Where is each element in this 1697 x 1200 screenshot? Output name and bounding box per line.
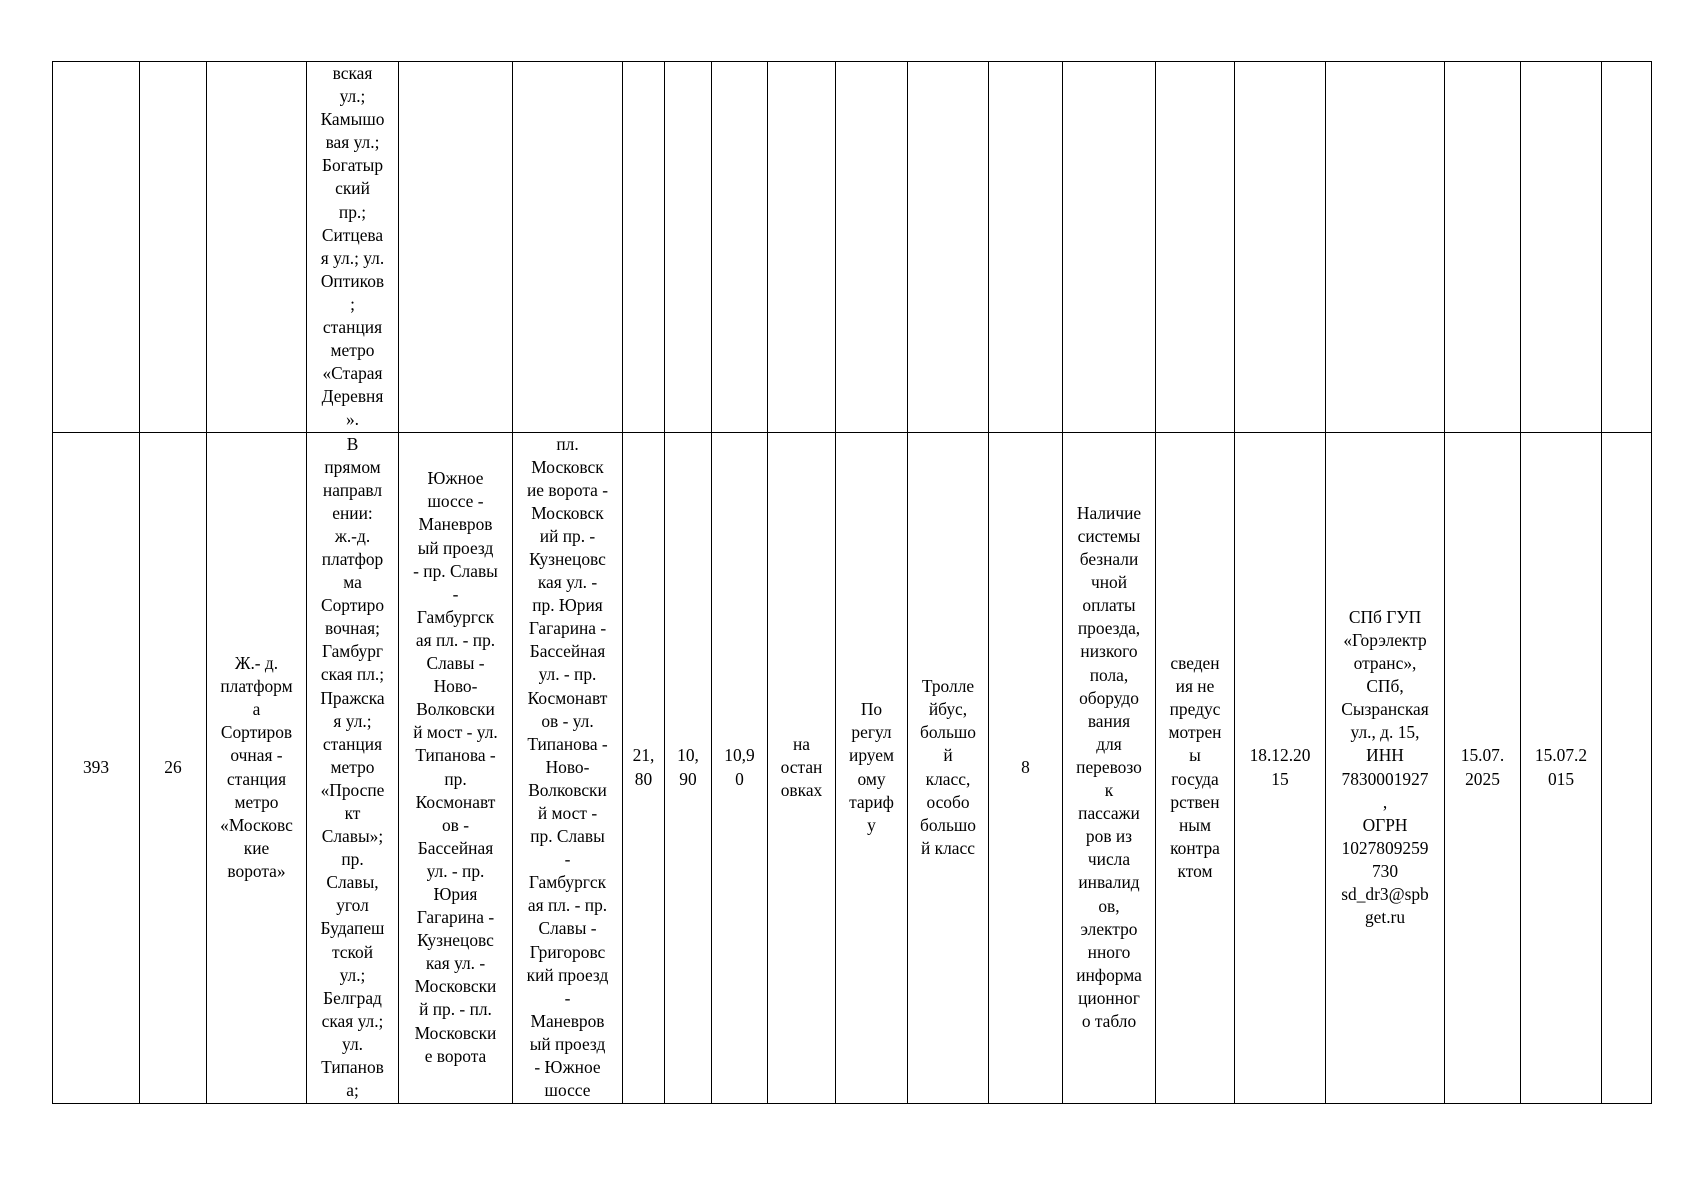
cell-date-b bbox=[1521, 62, 1602, 433]
cell-streets-backward bbox=[513, 62, 623, 433]
cell-streets-forward bbox=[399, 62, 513, 433]
cell-length-forward: 10, 90 bbox=[665, 432, 712, 1103]
cell-streets-forward: Южное шоссе - Маневров ый проезд - пр. Славы - Гамбургск ая пл. - пр. Славы - Ново- Волковски й мост - ул. Типанова - пр. Космонавт ов - Бассейная ул. - пр. Юрия Гагарина - Кузнецовс кая ул. - Московски й пр. - пл. Московски е ворота bbox=[399, 432, 513, 1103]
cell-reg-number: 393 bbox=[53, 432, 140, 1103]
cell-route-name: Ж.- д. платформ а Сортиров очная - станция метро «Московс кие ворота» bbox=[207, 432, 307, 1103]
cell-streets-backward: пл. Московск ие ворота - Московск ий пр. - Кузнецовс кая ул. - пр. Юрия Гагарина - Бассейная ул. - пр. Космонавт ов - ул. Типанова - Ново- Волковски й мост - пр. Славы - Гамбургск ая пл. - пр. Славы - Григоровс кий проезд - Маневров ый проезд - Южное шоссе bbox=[513, 432, 623, 1103]
cell-stops: В прямом направл ении: ж.-д. платфор ма Сортиро вочная; Гамбург ская пл.; Пражска я ул.; станция метро «Проспе кт Славы»; пр. Славы, угол Будапеш тской ул.; Белград ская ул.; ул. Типанов а; bbox=[307, 432, 399, 1103]
cell-vehicle-type: Тролле йбус, большо й класс, особо большо й класс bbox=[908, 432, 989, 1103]
table-row-continued bbox=[53, 62, 1652, 433]
cell-stops: вская ул.; Камышо вая ул.; Богатыр ский пр.; Ситцева я ул.; ул. Оптиков ; станция метро «Старая Деревня ». bbox=[307, 62, 399, 433]
cell-date-a bbox=[1445, 62, 1521, 433]
cell-vehicle-count: 8 bbox=[989, 432, 1063, 1103]
cell-reg-number bbox=[53, 62, 140, 433]
cell-vehicle-features bbox=[1063, 62, 1156, 433]
cell-start-date bbox=[1235, 62, 1326, 433]
routes-table bbox=[52, 61, 1652, 1104]
cell-route-number: 26 bbox=[140, 432, 207, 1103]
cell-length-total: 21, 80 bbox=[623, 432, 665, 1103]
cell-contract-info: сведен ия не предус мотрен ы госуда рствен ным контра ктом bbox=[1156, 432, 1235, 1103]
cell-carrier: СПб ГУП «Горэлектр отранс», СПб, Сызранская ул., д. 15, ИНН 7830001927 , ОГРН 1027809259 730 sd_dr3@spb get.ru bbox=[1326, 432, 1445, 1103]
cell-tariff-type bbox=[836, 62, 908, 433]
cell-length-forward bbox=[665, 62, 712, 433]
cell-length-total bbox=[623, 62, 665, 433]
cell-vehicle-type bbox=[908, 62, 989, 433]
table-row-393 bbox=[53, 432, 1652, 1103]
cell-notes bbox=[1602, 432, 1652, 1103]
cell-route-name bbox=[207, 62, 307, 433]
cell-vehicle-count bbox=[989, 62, 1063, 433]
cell-contract-info bbox=[1156, 62, 1235, 433]
cell-boarding-order bbox=[768, 62, 836, 433]
cell-date-b: 15.07.2 015 bbox=[1521, 432, 1602, 1103]
cell-tariff-type: По регул ируем ому тариф у bbox=[836, 432, 908, 1103]
cell-date-a: 15.07. 2025 bbox=[1445, 432, 1521, 1103]
cell-boarding-order: на остан овках bbox=[768, 432, 836, 1103]
cell-carrier bbox=[1326, 62, 1445, 433]
cell-route-number bbox=[140, 62, 207, 433]
cell-notes bbox=[1602, 62, 1652, 433]
cell-length-backward: 10,9 0 bbox=[712, 432, 768, 1103]
cell-length-backward bbox=[712, 62, 768, 433]
cell-start-date: 18.12.20 15 bbox=[1235, 432, 1326, 1103]
cell-vehicle-features: Наличие системы безнали чной оплаты проезда, низкого пола, оборудо вания для перевозо к пассажи ров из числа инвалид ов, электро нного информа ционног о табло bbox=[1063, 432, 1156, 1103]
